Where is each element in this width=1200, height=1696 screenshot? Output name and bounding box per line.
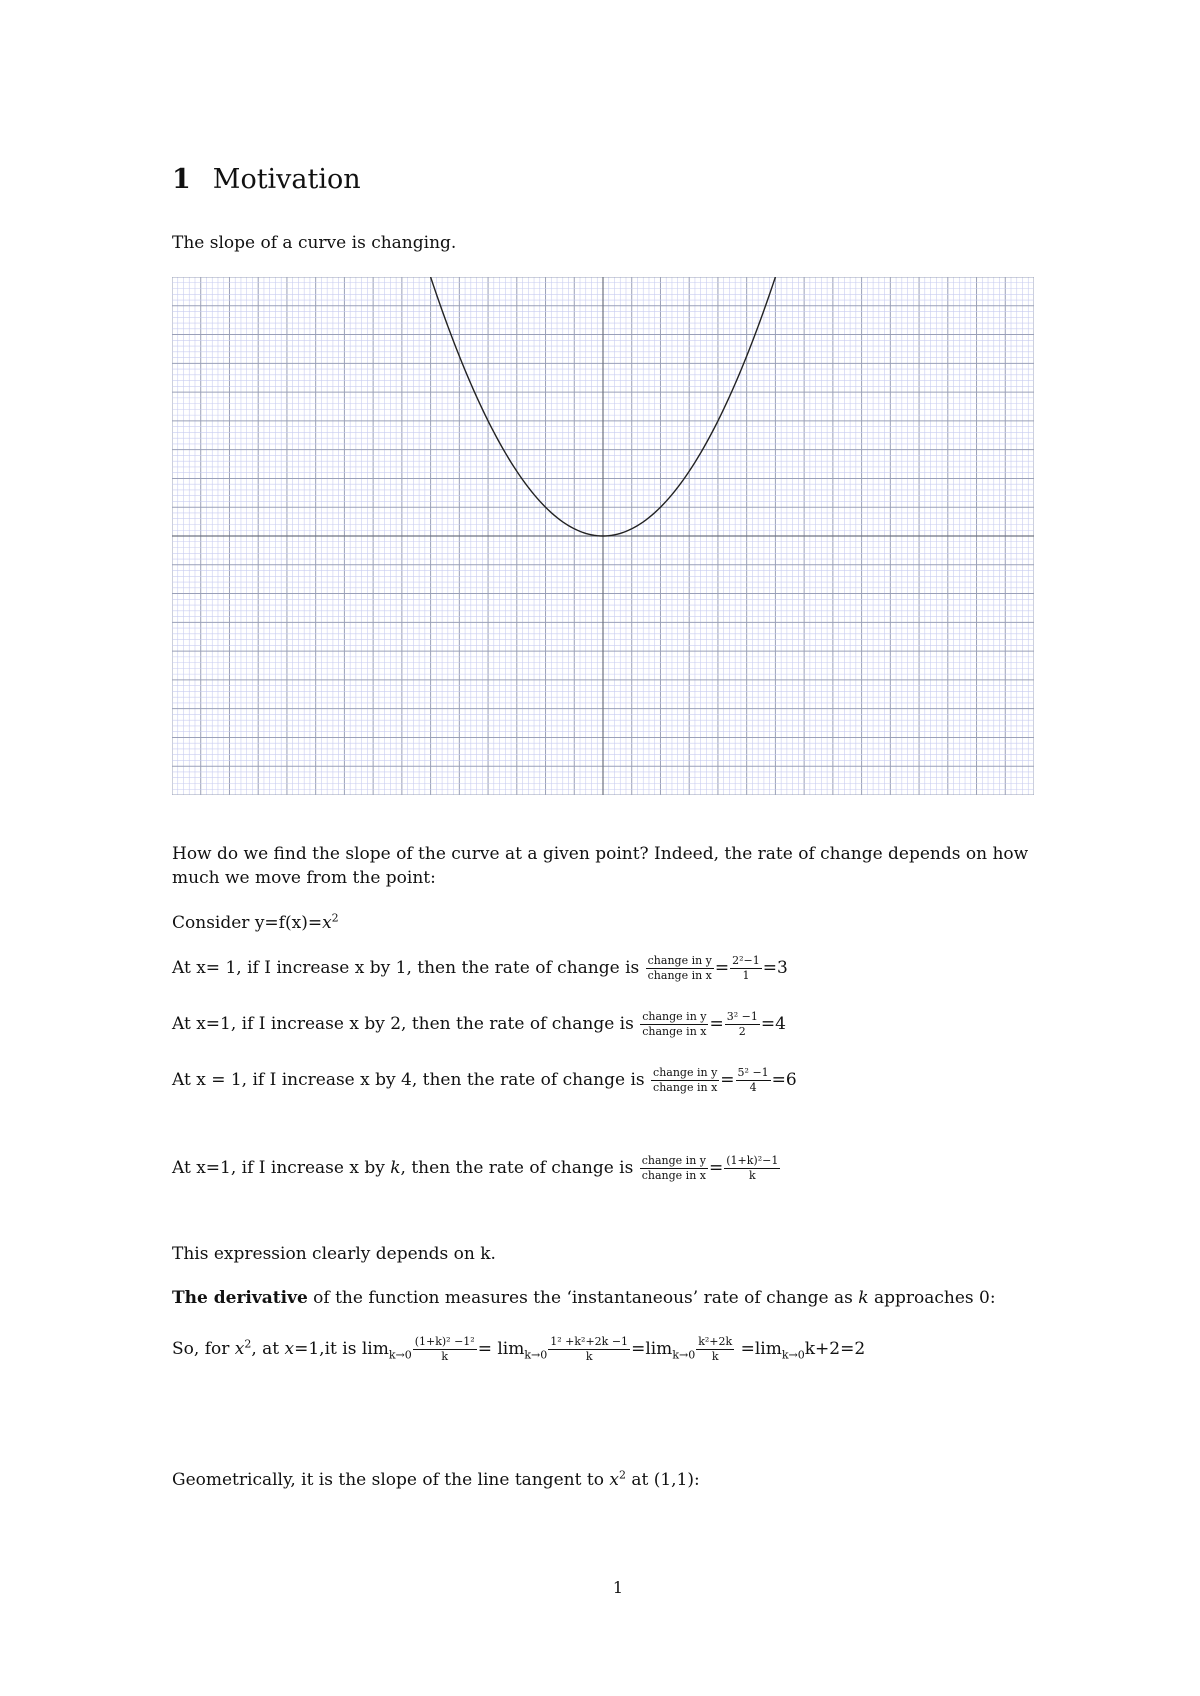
equals-sign: = [709, 1014, 724, 1034]
equals-sign: = [477, 1339, 498, 1359]
fraction [651, 1066, 719, 1095]
denominator: change in x [642, 1025, 707, 1038]
section-title: Motivation [212, 164, 361, 195]
equals-sign: = [709, 1158, 724, 1178]
fraction [640, 1010, 708, 1039]
numerator: 1² +k²+2k −1 [550, 1335, 629, 1348]
fraction [696, 1335, 734, 1364]
numerator: change in y [641, 1154, 706, 1167]
denominator: change in x [647, 969, 712, 982]
exponent: 2 [244, 1337, 252, 1351]
derivative-text: approaches 0: [868, 1288, 996, 1308]
step-result: =4 [760, 1014, 786, 1034]
section-heading [172, 164, 361, 195]
consider-exponent: 2 [331, 911, 339, 925]
fraction [640, 1154, 708, 1183]
numerator: change in y [642, 1010, 707, 1023]
variable-x: x [284, 1339, 295, 1359]
variable-k: k [390, 1158, 401, 1178]
numerator: 2²−1 [732, 954, 760, 967]
step-result: =6 [771, 1070, 797, 1090]
consider-var: x [322, 913, 332, 933]
lim-operator: lim [497, 1339, 525, 1359]
fraction [724, 1154, 780, 1183]
fraction [646, 954, 714, 983]
numerator: change in y [653, 1066, 718, 1079]
lim-operator: lim [754, 1339, 782, 1359]
equals-sign: = [714, 958, 730, 978]
general-step-line [172, 1154, 781, 1183]
geometric-text: at (1,1): [625, 1470, 700, 1490]
variable-x: x [609, 1470, 619, 1490]
denominator: 2 [738, 1025, 746, 1038]
equals-sign: = [720, 1070, 735, 1090]
intro-paragraph: The slope of a curve is changing. [172, 233, 457, 253]
step-text: At x=1, if I increase x by 2, then the rate of change is [172, 1014, 640, 1034]
page-number: 1 [612, 1578, 624, 1597]
derivative-paragraph [172, 1286, 996, 1310]
consider-expr: y=f(x)= [254, 913, 323, 933]
limit-result: k+2=2 [804, 1339, 866, 1359]
lim-subscript: k→0 [781, 1348, 805, 1362]
denominator: k [748, 1169, 756, 1182]
numerator: k²+2k [698, 1335, 733, 1348]
step-text: At x=1, if I increase x by [172, 1158, 391, 1178]
denominator: change in x [653, 1081, 718, 1094]
lim-subscript: k→0 [524, 1348, 548, 1362]
denominator: 1 [742, 969, 750, 982]
step-text: At x = 1, if I increase x by 4, then the rate of change is [172, 1070, 651, 1090]
geometric-text: Geometrically, it is the slope of the line tangent to [172, 1470, 610, 1490]
lim-subscript: k→0 [388, 1348, 412, 1362]
section-number: 1 [172, 164, 191, 195]
question-paragraph: How do we find the slope of the curve at a given point? Indeed, the rate of change depends on how much we move from the point: [172, 844, 1029, 888]
lim-subscript: k→0 [672, 1348, 696, 1362]
derivative-text: of the function measures the ‘instantaneous’ rate of change as [307, 1288, 859, 1308]
consider-prefix: Consider [172, 913, 255, 933]
numerator: (1+k)²−1 [726, 1154, 779, 1167]
derivative-term: The derivative [172, 1288, 308, 1308]
fraction [725, 1010, 760, 1039]
equals-sign: = [631, 1339, 646, 1359]
numerator: change in y [647, 954, 712, 967]
variable-k: k [858, 1288, 869, 1308]
limit-text: , at [251, 1339, 285, 1359]
step-line [172, 1010, 786, 1039]
step-line [172, 1066, 797, 1095]
denominator: k [585, 1350, 593, 1363]
fraction [736, 1066, 771, 1095]
numerator: 3² −1 [726, 1010, 758, 1023]
lim-operator: lim [645, 1339, 673, 1359]
limit-text: So, for [172, 1339, 235, 1359]
denominator: 4 [749, 1081, 757, 1094]
denominator: change in x [641, 1169, 706, 1182]
equals-sign: = [735, 1339, 755, 1359]
fraction [730, 954, 762, 983]
step-text: , then the rate of change is [400, 1158, 639, 1178]
denominator: k [441, 1350, 449, 1363]
parabola-graph [172, 277, 1034, 795]
denominator: k [711, 1350, 719, 1363]
exponent: 2 [618, 1468, 626, 1482]
numerator: (1+k)² −1² [414, 1335, 475, 1348]
limit-text: =1,it is [294, 1339, 362, 1359]
limit-line [172, 1335, 865, 1364]
fraction [548, 1335, 630, 1364]
step-result: =3 [762, 958, 788, 978]
variable-x: x [234, 1339, 245, 1359]
depends-paragraph: This expression clearly depends on k. [172, 1244, 496, 1264]
numerator: 5² −1 [737, 1066, 769, 1079]
step-line [172, 954, 788, 983]
fraction [413, 1335, 477, 1364]
geometric-paragraph [172, 1468, 700, 1492]
consider-line [172, 911, 339, 935]
step-text: At x= 1, if I increase x by 1, then the rate of change is [172, 958, 645, 978]
lim-operator: lim [361, 1339, 389, 1359]
